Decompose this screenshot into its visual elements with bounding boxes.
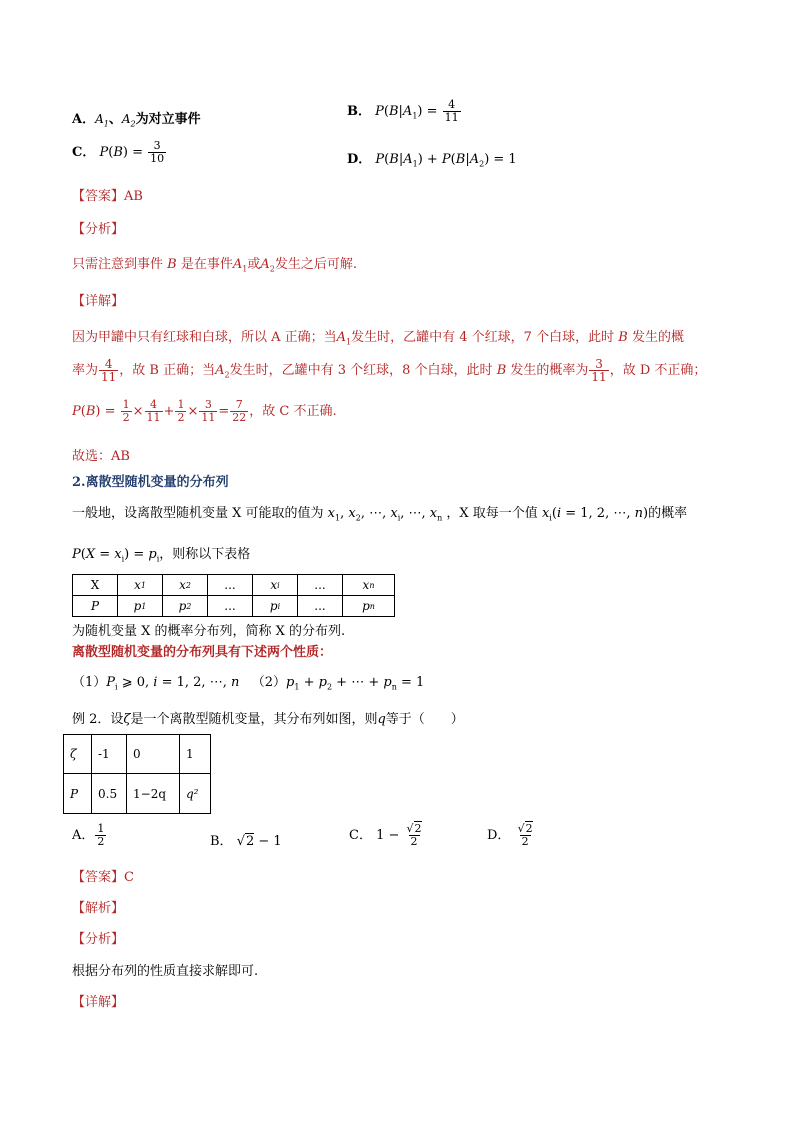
example-detail-tag: 【详解】: [72, 995, 125, 1010]
example-option-b: B． √2 − 1: [210, 834, 282, 849]
property-title: 离散型随机变量的分布列具有下述两个性质：: [72, 645, 333, 660]
table-cell: P: [63, 773, 92, 814]
option-c: C． P(B) = $\frac{3}{10}$: [72, 139, 165, 165]
table-cell: ...: [207, 574, 253, 596]
option-b-letter: B．: [347, 104, 371, 119]
table-cell: 1−2q: [126, 773, 180, 814]
table-cell: q²: [179, 773, 211, 814]
table-cell: ζ: [63, 734, 92, 774]
table-cell: ...: [207, 595, 253, 617]
section-title: 2.离散型随机变量的分布列: [72, 475, 229, 490]
option-b: B． $P(B|A_1)$ = $\frac{4}{11}$: [347, 98, 459, 124]
table-cell: 0: [126, 734, 180, 774]
detail-line-3: P(B) = $\frac{1}{2}$ × $\frac{4}{11}$ + $\frac{1}{2}$ × $\frac{3}{11}$ = $\frac{7}{22}$ ，故 C 不正确.: [72, 398, 337, 424]
table-cell: -1: [91, 734, 127, 774]
after-table-text: 为随机变量 X 的概率分布列，简称 X 的分布列.: [72, 624, 346, 639]
table-cell: ...: [297, 595, 343, 617]
example-answer: 【答案】C: [72, 870, 134, 885]
option-d: D． $P(B|A_1) + P(B|A_2) = 1$: [347, 152, 517, 169]
example-option-a: A． $\frac{1}{2}$: [72, 822, 105, 848]
table-cell: P: [72, 595, 118, 617]
table-cell: p 2: [162, 595, 208, 617]
answer-value: AB: [124, 189, 143, 204]
analysis-text: 只需注意到事件 B 是在事件$A_1$或$A_2$发生之后可解.: [72, 257, 357, 274]
choose-line: 故选：AB: [72, 449, 130, 464]
detail-tag: 【详解】: [72, 294, 125, 309]
table-cell: X: [72, 574, 118, 596]
detail-line-2: 率为 $\frac{4}{11}$ ，故 B 正确；当$A_2$发生时，乙罐中有 3 个红球，8 个白球，此时 B 发生的概率为 $\frac{3}{11}$ ，故 D 不正确；: [72, 357, 707, 384]
table-cell: p i: [252, 595, 298, 617]
answer-tag: 【答案】: [72, 189, 125, 204]
section-line-2: $P(X = x_i) = p_i$，则称以下表格: [72, 547, 251, 564]
table-cell: p 1: [117, 595, 163, 617]
table-cell: ...: [297, 574, 343, 596]
option-d-rhs: 1: [508, 152, 517, 167]
table-cell: 1: [179, 734, 211, 774]
section-intro: 一般地，设离散型随机变量 X 可能取的值为 $x_1$, $x_2$, ⋯, $x_i$, ⋯, $x_n$ ，X 取每一个值 $x_i(i = 1$, 2, ⋯, n)的概率: [72, 506, 688, 523]
option-c-letter: C．: [72, 145, 96, 160]
table-cell: x 1: [117, 574, 163, 596]
option-a-sep: 、: [108, 112, 122, 127]
answer-line: [72, 185, 143, 204]
example-stem: 例 2．设ζ是一个离散型随机变量，其分布列如图，则q等于（ ）: [72, 712, 464, 727]
example-analysis-tag: 【分析】: [72, 932, 125, 947]
option-a-text: 为对立事件: [135, 112, 201, 127]
table-cell: p n: [342, 595, 395, 617]
table-cell: x n: [342, 574, 395, 596]
table-cell: 0.5: [91, 773, 127, 814]
analysis-tag: 【分析】: [72, 222, 125, 237]
table-cell: x 2: [162, 574, 208, 596]
example-jiexi-tag: 【解析】: [72, 901, 125, 916]
option-b-fraction: $\frac{4}{11}$: [444, 98, 459, 124]
example-analysis-text: 根据分布列的性质直接求解即可.: [72, 964, 259, 979]
example-option-c: C． 1 − $\frac{√2}{2}$: [349, 822, 422, 848]
example-option-d: D． $\frac{√2}{2}$: [487, 822, 533, 848]
properties-line: $(1)P_i$ ⩾ 0, i = 1, 2, ⋯, n $(2)p_1 + p_2$ + ⋯ + $p_n = 1$: [72, 675, 425, 692]
option-d-letter: D．: [347, 152, 372, 167]
option-a: A．$A_1$、$A_2$为对立事件: [72, 112, 201, 129]
detail-line-1: 因为甲罐中只有红球和白球，所以 A 正确；当$A_1$发生时，乙罐中有 4 个红球，7 个白球，此时 B 发生的概: [72, 330, 684, 347]
option-c-fraction: $\frac{3}{10}$: [150, 139, 165, 165]
option-a-letter: A．: [72, 112, 96, 127]
table-cell: x i: [252, 574, 298, 596]
